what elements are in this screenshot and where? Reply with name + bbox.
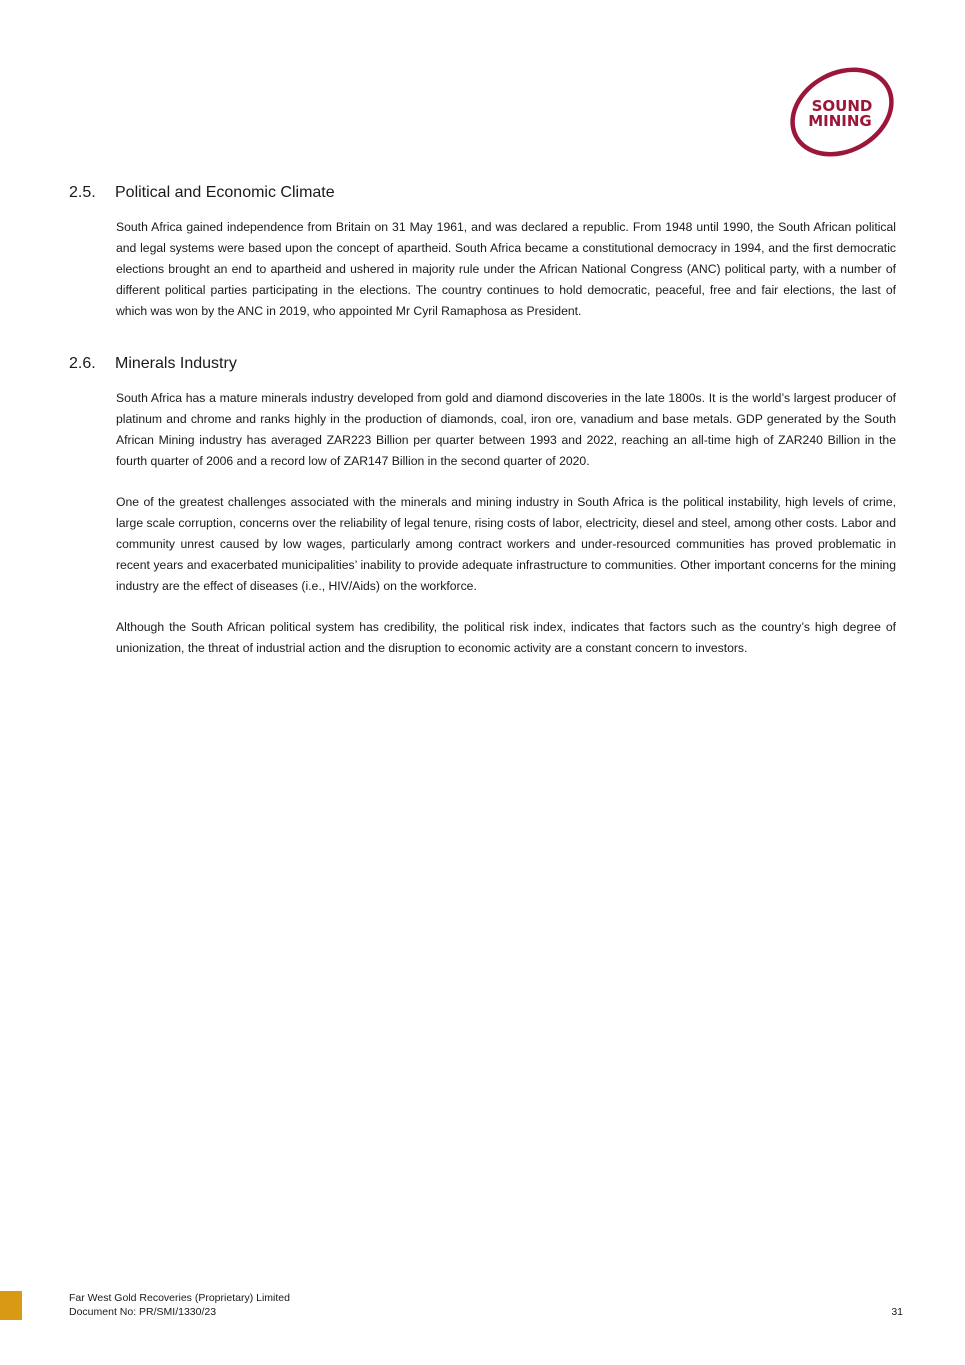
- logo-line-1: SOUND: [811, 97, 873, 115]
- footer-document-number: Document No: PR/SMI/1330/23: [69, 1306, 217, 1318]
- paragraph: South Africa gained independence from Britain on 31 May 1961, and was declared a republic. From 1948 until 1990, the South African political and legal systems were based upon the concept of apartheid. South Africa became a constitutional democracy in 1994, and the first democratic elections brought an end to apartheid and ushered in majority rule under the African National Congress (ANC) political party, with a number of different political parties participating in the elections. The country continues to hold democratic, peaceful, free and fair elections, the last of which was won by the ANC in 2019, who appointed Mr Cyril Ramaphosa as President.: [116, 220, 896, 318]
- sound-mining-logo: [784, 66, 900, 158]
- footer-color-tab: [0, 1291, 22, 1320]
- paragraph: South Africa has a mature minerals industry developed from gold and diamond discoveries in the late 1800s. It is the world’s largest producer of platinum and chrome and ranks highly in the production of diamonds, coal, iron ore, vanadium and base metals. GDP generated by the South African Mining industry has averaged ZAR223 Billion per quarter between 1993 and 2022, reaching an all-time high of ZAR240 Billion in the fourth quarter of 2006 and a record low of ZAR147 Billion in the second quarter of 2020.: [116, 391, 896, 468]
- section-number: 2.5.: [69, 184, 96, 201]
- section-title: Minerals Industry: [115, 355, 237, 372]
- section-heading-2-5: [69, 184, 335, 202]
- section-number: 2.6.: [69, 355, 96, 372]
- page-number: 31: [891, 1306, 903, 1318]
- section-heading-2-6: [69, 355, 237, 373]
- footer: [69, 1291, 290, 1319]
- section-title: Political and Economic Climate: [115, 184, 335, 201]
- logo-line-2: MINING: [808, 112, 872, 130]
- paragraph: One of the greatest challenges associated with the minerals and mining industry in South Africa is the political instability, high levels of crime, large scale corruption, concerns over the reliability of legal tenure, rising costs of labor, electricity, diesel and steel, among other costs. Labor and community unrest caused by low wages, particularly among contract workers and under-resourced communities has proved problematic in recent years and exacerbated municipalities’ inability to provide adequate infrastructure to communities. Other important concerns for the mining industry are the effect of diseases (i.e., HIV/Aids) on the workforce.: [116, 495, 896, 593]
- paragraph: Although the South African political system has credibility, the political risk index, indicates that factors such as the country’s high degree of unionization, the threat of industrial action and the disruption to economic activity are a constant concern to investors.: [116, 620, 896, 655]
- footer-company: Far West Gold Recoveries (Proprietary) Limited: [69, 1292, 290, 1304]
